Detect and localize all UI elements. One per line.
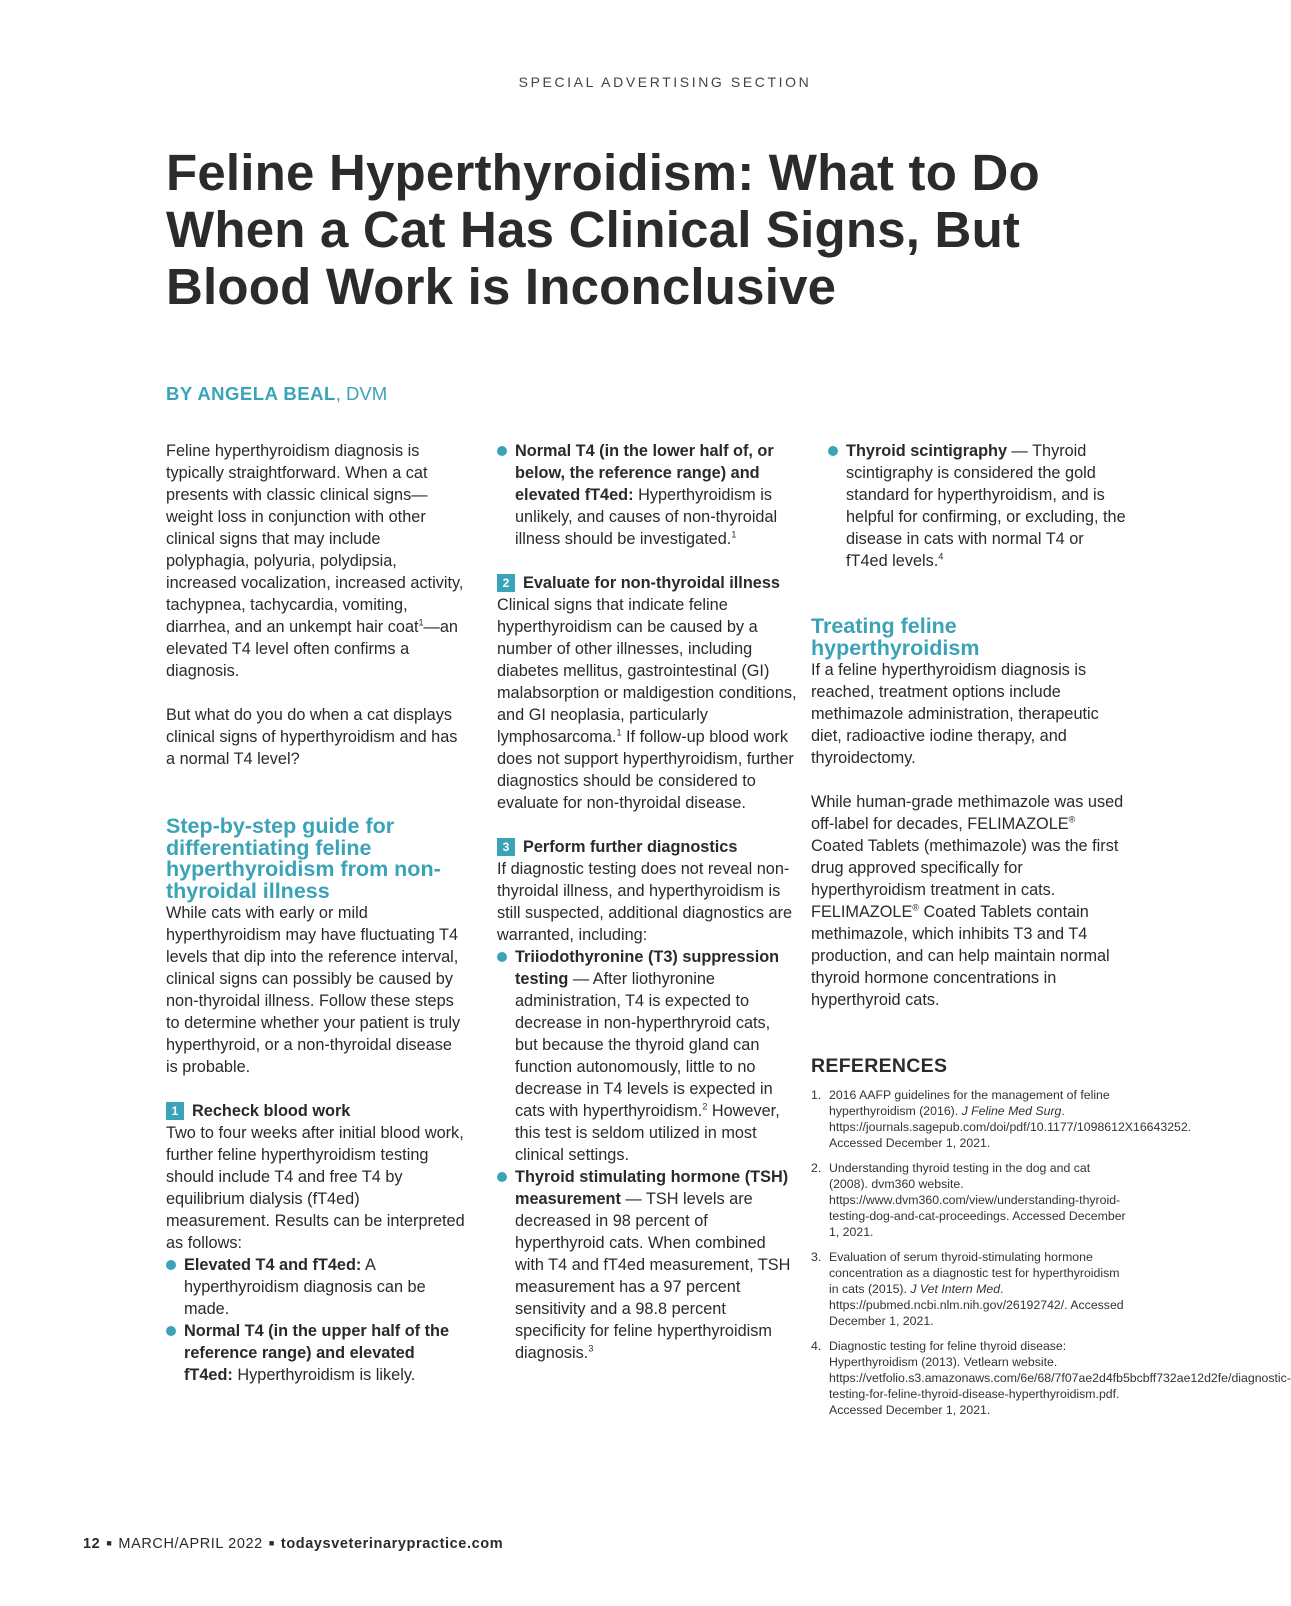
reference-text: Diagnostic testing for feline thyroid disease: Hyperthyroidism (2013). Vetlearn website. https://vetfolio.s3.amazonaws.com/6e/68/7f07ae2d4fb5bcbff732ae12d2fe/diagnostic-testing-for-feline-thyroid-disease-hyperthyroidism.pdf. Accessed December 1, 2021. [829,1339,1291,1417]
treating-paragraph-2 [811,791,1128,1011]
reference-number: 4. [811,1339,822,1353]
citation-ref: 1 [616,727,622,738]
author-credential: , DVM [335,383,388,404]
list-item [166,1254,466,1320]
list-item-text-end: However, this test is seldom utilized in most clinical settings. [515,1102,780,1164]
reference-number: 2. [811,1161,822,1175]
reference-item [811,1338,1291,1418]
reference-number: 3. [811,1250,822,1264]
registered-mark: ® [1068,814,1076,825]
step-1-title: Recheck blood work [192,1102,351,1120]
references-heading: REFERENCES [811,1055,948,1077]
citation-ref: 1 [731,529,737,540]
reference-journal: J Feline Med Surg [961,1104,1062,1118]
article-title: Feline Hyperthyroidism: What to Do When a Cat Has Clinical Signs, But Blood Work is Inconclusive [166,144,1040,315]
results-list-continued [497,440,797,550]
list-item-bold: Thyroid stimulating hormone (TSH) measurement [515,1168,789,1208]
citation-ref: 4 [938,551,944,562]
citation-ref: 3 [588,1343,594,1354]
reference-text: 2016 AAFP guidelines for the management of feline hyperthyroidism (2016). [829,1088,1110,1118]
treating-heading: Treating feline hyperthyroidism [811,614,980,660]
byline [166,383,387,405]
list-item-text: Hyperthyroidism is unlikely, and causes of non-thyroidal illness should be investigated. [515,486,778,548]
reference-text: Understanding thyroid testing in the dog and cat (2008). dvm360 website. https://www.dvm360.com/view/understanding-thyroid-testing-dog-and-cat-proceedings. Accessed December 1, 2021. [829,1161,1126,1239]
list-item-text: Hyperthyroidism is likely. [232,1366,416,1384]
list-item-text: — TSH levels are decreased in 98 percent of hyperthyroid cats. When combined with T4 and fT4ed measurement, TSH measurement has a 97 percent sensitivity and a 98.8 percent specificity for feline hyperthyroidism diagnosis. [515,1190,791,1362]
intro-text: Feline hyperthyroidism diagnosis is typically straightforward. When a cat presents with classic clinical signs—weight loss in conjunction with other clinical signs that may include polyphagia, polyuria, polydipsia, increased vocalization, increased activity, tachypnea, tachycardia, vomiting, diarrhea, and an unkempt hair coat [166,442,464,636]
page-footer [83,1536,503,1552]
step-2-text: Clinical signs that indicate feline hyperthyroidism can be caused by a number of other illnesses, including diabetes mellitus, gastrointestinal (GI) malabsorption or maldigestion conditions, and GI neoplasia, particularly lymphosarcoma. [497,596,797,746]
intro-paragraph-1 [166,440,466,682]
column-left [166,440,466,1386]
reference-text: Evaluation of serum thyroid-stimulating hormone concentration as a diagnostic test for hyperthyroidism in cats (2015). [829,1250,1120,1296]
intro-text-end: —an elevated T4 level often confirms a diagnosis. [166,618,458,680]
footer-separator: ■ [268,1538,275,1548]
reference-item [811,1249,1128,1329]
page-number: 12 [83,1536,101,1552]
registered-mark: ® [912,902,919,913]
diagnostics-list-continued [828,440,1128,572]
treating-text: While human-grade methimazole was used off-label for decades, FELIMAZOLE [811,793,1124,833]
list-item-bold: Thyroid scintigraphy [846,442,1008,460]
list-item [497,440,797,550]
treating-text-end: Coated Tablets contain methimazole, which inhibits T3 and T4 production, and can help maintain normal thyroid hormone concentrations in hyperthyroid cats. [811,903,1110,1009]
list-item-bold: Triiodothyronine (T3) suppression testing [515,948,780,988]
results-list [166,1254,466,1386]
list-item [497,946,797,1166]
step-2-number-badge: 2 [497,574,515,592]
step-2-text-end: If follow-up blood work does not support hyperthyroidism, further diagnostics should be considered to evaluate for non-thyroidal disease. [497,728,794,812]
author-name: BY ANGELA BEAL [166,383,336,404]
reference-item [811,1160,1128,1240]
intro-paragraph-2: But what do you do when a cat displays clinical signs of hyperthyroidism and has a normal T4 level? [166,706,458,768]
reference-journal: J Vet Intern Med [910,1282,1001,1296]
citation-ref: 2 [702,1101,708,1112]
guide-paragraph: While cats with early or mild hyperthyroidism may have fluctuating T4 levels that dip into the reference interval, clinical signs can possibly be caused by non-thyroidal illness. Follow these steps to determine whether your patient is truly hyperthyroid, or a non-thyroidal disease is probable. [166,904,461,1076]
treating-text-mid: Coated Tablets (methimazole) was the first drug approved specifically for hyperthyroidism treatment in cats. FELIMAZOLE [811,837,1119,921]
list-item-bold: Normal T4 (in the lower half of, or below, the reference range) and elevated fT4ed: [515,442,774,504]
list-item-bold: Elevated T4 and fT4ed: [184,1256,362,1274]
citation-ref: 1 [418,617,424,628]
column-right [811,440,1291,1427]
step-2-paragraph [497,594,797,814]
step-1-heading [166,1100,466,1122]
reference-number: 1. [811,1088,822,1102]
step-3-heading [497,836,797,858]
list-item [497,1166,797,1364]
issue-date: MARCH/APRIL 2022 [118,1536,263,1552]
reference-item [811,1087,1192,1151]
guide-heading: Step-by-step guide for differentiating feline hyperthyroidism from non-thyroidal illness [166,814,441,903]
list-item [828,440,1128,572]
list-item-text: — After liothyronine administration, T4 is expected to decrease in non-hyperthryroid cats, but because the thyroid gland can function autonomously, little to no decrease in T4 levels is expected in cats with hyperthyroidism. [515,970,773,1120]
step-2-title: Evaluate for non-thyroidal illness [523,574,780,592]
treating-paragraph-1: If a feline hyperthyroidism diagnosis is reached, treatment options include methimazole administration, therapeutic diet, radioactive iodine therapy, and thyroidectomy. [811,661,1099,767]
website-link[interactable]: todaysveterinarypractice.com [280,1536,504,1552]
list-item [166,1320,466,1386]
step-1-number-badge: 1 [166,1102,184,1120]
list-item-text: — Thyroid scintigraphy is considered the gold standard for hyperthyroidism, and is helpful for confirming, or excluding, the disease in cats with normal T4 or fT4ed levels. [846,442,1126,570]
reference-text-end: . https://pubmed.ncbi.nlm.nih.gov/26192742/. Accessed December 1, 2021. [829,1282,1124,1328]
step-1-paragraph: Two to four weeks after initial blood work, further feline hyperthyroidism testing should include T4 and free T4 by equilibrium dialysis (fT4ed) measurement. Results can be interpreted as follows: [166,1124,465,1252]
column-middle [497,440,797,1364]
reference-text-end: . https://journals.sagepub.com/doi/pdf/10.1177/1098612X16643252. Accessed December 1, 2021. [829,1104,1192,1150]
step-3-number-badge: 3 [497,838,515,856]
list-item-text: A hyperthyroidism diagnosis can be made. [184,1256,426,1318]
diagnostics-list [497,946,797,1364]
step-3-paragraph: If diagnostic testing does not reveal non-thyroidal illness, and hyperthyroidism is still suspected, additional diagnostics are warranted, including: [497,860,793,944]
footer-separator: ■ [106,1538,113,1548]
step-3-title: Perform further diagnostics [523,838,738,856]
step-2-heading [497,572,797,594]
list-item-bold: Normal T4 (in the upper half of the reference range) and elevated fT4ed: [184,1322,450,1384]
section-kicker: SPECIAL ADVERTISING SECTION [518,74,812,90]
references-list [811,1087,1291,1418]
